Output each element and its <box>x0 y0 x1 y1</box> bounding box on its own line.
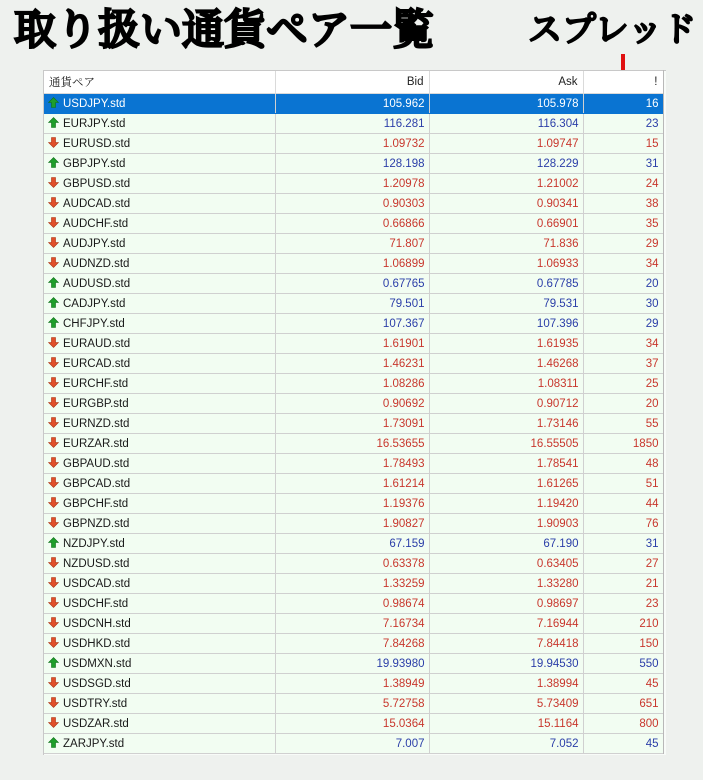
symbol-cell[interactable] <box>44 214 275 234</box>
symbol-name: NZDJPY.std <box>63 538 125 550</box>
symbol-name: EURAUD.std <box>63 338 131 350</box>
table-row[interactable] <box>44 214 663 234</box>
table-header-row <box>44 71 663 94</box>
bid-cell: 71.807 <box>275 234 429 254</box>
ask-cell: 0.90712 <box>429 394 583 414</box>
table-row[interactable] <box>44 314 663 334</box>
symbol-name: EURZAR.std <box>63 438 129 450</box>
symbol-name: EURCAD.std <box>63 358 131 370</box>
down-arrow-icon <box>48 557 59 568</box>
table-row[interactable] <box>44 394 663 414</box>
symbol-cell[interactable] <box>44 114 275 134</box>
ask-cell: 79.531 <box>429 294 583 314</box>
symbol-cell[interactable] <box>44 254 275 274</box>
spread-cell: 44 <box>583 494 663 514</box>
table-row[interactable] <box>44 434 663 454</box>
bid-cell: 1.90827 <box>275 514 429 534</box>
bid-cell: 1.06899 <box>275 254 429 274</box>
down-arrow-icon <box>48 137 59 148</box>
down-arrow-icon <box>48 637 59 648</box>
spread-cell: 27 <box>583 554 663 574</box>
down-arrow-icon <box>48 617 59 628</box>
spread-cell: 16 <box>583 94 663 114</box>
spread-cell: 55 <box>583 414 663 434</box>
down-arrow-icon <box>48 437 59 448</box>
ask-cell: 1.46268 <box>429 354 583 374</box>
bid-cell: 105.962 <box>275 94 429 114</box>
down-arrow-icon <box>48 337 59 348</box>
symbol-name: AUDJPY.std <box>63 238 126 250</box>
column-header-ask[interactable]: Ask <box>429 71 583 94</box>
bid-cell: 1.20978 <box>275 174 429 194</box>
ask-cell: 107.396 <box>429 314 583 334</box>
ask-cell: 67.190 <box>429 534 583 554</box>
symbol-cell[interactable] <box>44 314 275 334</box>
bid-cell: 1.38949 <box>275 674 429 694</box>
up-arrow-icon <box>48 297 59 308</box>
spread-cell: 210 <box>583 614 663 634</box>
spread-cell: 20 <box>583 274 663 294</box>
bid-cell: 1.19376 <box>275 494 429 514</box>
bid-cell: 1.46231 <box>275 354 429 374</box>
symbol-name: AUDNZD.std <box>63 258 130 270</box>
table-row[interactable] <box>44 354 663 374</box>
symbol-name: EURCHF.std <box>63 378 129 390</box>
spread-cell: 48 <box>583 454 663 474</box>
ask-cell: 1.61935 <box>429 334 583 354</box>
down-arrow-icon <box>48 517 59 528</box>
spread-cell: 45 <box>583 734 663 754</box>
down-arrow-icon <box>48 257 59 268</box>
symbol-name: EURJPY.std <box>63 118 126 130</box>
symbol-name: USDCNH.std <box>63 618 131 630</box>
symbol-cell[interactable] <box>44 334 275 354</box>
up-arrow-icon <box>48 117 59 128</box>
symbol-cell[interactable] <box>44 134 275 154</box>
spread-cell: 24 <box>583 174 663 194</box>
table-row[interactable] <box>44 534 663 554</box>
symbol-cell[interactable] <box>44 554 275 574</box>
ask-cell: 1.09747 <box>429 134 583 154</box>
bid-cell: 1.78493 <box>275 454 429 474</box>
spread-annotation-label: スプレッド <box>528 10 697 50</box>
spread-cell: 35 <box>583 214 663 234</box>
spread-cell: 31 <box>583 154 663 174</box>
table-row[interactable] <box>44 554 663 574</box>
ask-cell: 1.90903 <box>429 514 583 534</box>
spread-cell: 34 <box>583 254 663 274</box>
symbol-cell[interactable] <box>44 94 275 114</box>
table-row[interactable] <box>44 94 663 114</box>
ask-cell: 0.90341 <box>429 194 583 214</box>
spread-cell: 29 <box>583 314 663 334</box>
bid-cell: 1.73091 <box>275 414 429 434</box>
down-arrow-icon <box>48 497 59 508</box>
symbol-name: USDHKD.std <box>63 638 131 650</box>
ask-cell: 15.1164 <box>429 714 583 734</box>
symbol-name: AUDCAD.std <box>63 198 131 210</box>
ask-cell: 71.836 <box>429 234 583 254</box>
table-row[interactable] <box>44 494 663 514</box>
spread-cell: 37 <box>583 354 663 374</box>
symbol-name: USDSGD.std <box>63 678 131 690</box>
table-row[interactable] <box>44 634 663 654</box>
page-title: 取り扱い通貨ペア一覧 <box>14 5 435 54</box>
symbol-cell[interactable] <box>44 674 275 694</box>
symbol-name: CADJPY.std <box>63 298 126 310</box>
table-row[interactable] <box>44 114 663 134</box>
bid-cell: 107.367 <box>275 314 429 334</box>
bid-cell: 79.501 <box>275 294 429 314</box>
symbol-cell[interactable] <box>44 354 275 374</box>
ask-cell: 1.73146 <box>429 414 583 434</box>
symbol-cell[interactable] <box>44 374 275 394</box>
spread-cell: 45 <box>583 674 663 694</box>
spread-cell: 15 <box>583 134 663 154</box>
bid-cell: 0.90692 <box>275 394 429 414</box>
ask-cell: 116.304 <box>429 114 583 134</box>
symbol-cell[interactable] <box>44 694 275 714</box>
symbol-cell[interactable] <box>44 574 275 594</box>
table-row[interactable] <box>44 194 663 214</box>
down-arrow-icon <box>48 377 59 388</box>
symbol-cell[interactable] <box>44 714 275 734</box>
down-arrow-icon <box>48 217 59 228</box>
table-row[interactable] <box>44 594 663 614</box>
bid-cell: 7.16734 <box>275 614 429 634</box>
symbol-cell[interactable] <box>44 154 275 174</box>
table-row[interactable] <box>44 174 663 194</box>
symbol-name: ZARJPY.std <box>63 738 125 750</box>
spread-cell: 23 <box>583 594 663 614</box>
symbol-cell[interactable] <box>44 454 275 474</box>
symbol-name: AUDUSD.std <box>63 278 131 290</box>
bid-cell: 67.159 <box>275 534 429 554</box>
symbol-name: GBPJPY.std <box>63 158 126 170</box>
table-right-border <box>663 70 664 754</box>
bid-cell: 15.0364 <box>275 714 429 734</box>
column-header-spread[interactable]: ! <box>583 71 663 94</box>
ask-cell: 0.67785 <box>429 274 583 294</box>
spread-cell: 21 <box>583 574 663 594</box>
ask-cell: 5.73409 <box>429 694 583 714</box>
symbol-name: EURUSD.std <box>63 138 131 150</box>
down-arrow-icon <box>48 237 59 248</box>
symbol-cell[interactable] <box>44 634 275 654</box>
symbol-name: GBPUSD.std <box>63 178 131 190</box>
spread-cell: 1850 <box>583 434 663 454</box>
table-row[interactable] <box>44 654 663 674</box>
symbol-cell[interactable] <box>44 394 275 414</box>
table-row[interactable] <box>44 234 663 254</box>
down-arrow-icon <box>48 577 59 588</box>
down-arrow-icon <box>48 677 59 688</box>
up-arrow-icon <box>48 97 59 108</box>
up-arrow-icon <box>48 657 59 668</box>
symbol-name: NZDUSD.std <box>63 558 130 570</box>
table-row[interactable] <box>44 694 663 714</box>
ask-cell: 105.978 <box>429 94 583 114</box>
down-arrow-icon <box>48 197 59 208</box>
symbol-cell[interactable] <box>44 654 275 674</box>
table-row[interactable] <box>44 614 663 634</box>
spread-cell: 29 <box>583 234 663 254</box>
symbol-name: GBPNZD.std <box>63 518 130 530</box>
bid-cell: 0.98674 <box>275 594 429 614</box>
spread-cell: 800 <box>583 714 663 734</box>
ask-cell: 0.66901 <box>429 214 583 234</box>
ask-cell: 7.84418 <box>429 634 583 654</box>
bid-cell: 1.61901 <box>275 334 429 354</box>
table-row[interactable] <box>44 334 663 354</box>
ask-cell: 16.55505 <box>429 434 583 454</box>
down-arrow-icon <box>48 417 59 428</box>
symbol-name: USDCHF.std <box>63 598 129 610</box>
bid-cell: 1.61214 <box>275 474 429 494</box>
ask-cell: 1.08311 <box>429 374 583 394</box>
ask-cell: 1.19420 <box>429 494 583 514</box>
symbol-cell[interactable] <box>44 434 275 454</box>
spread-cell: 651 <box>583 694 663 714</box>
table-row[interactable] <box>44 454 663 474</box>
table-row[interactable] <box>44 274 663 294</box>
down-arrow-icon <box>48 357 59 368</box>
down-arrow-icon <box>48 177 59 188</box>
ask-cell: 128.229 <box>429 154 583 174</box>
spread-cell: 51 <box>583 474 663 494</box>
market-watch-table <box>43 70 666 755</box>
symbol-cell[interactable] <box>44 494 275 514</box>
spread-cell: 25 <box>583 374 663 394</box>
spread-cell: 150 <box>583 634 663 654</box>
ask-cell: 1.33280 <box>429 574 583 594</box>
down-arrow-icon <box>48 477 59 488</box>
symbol-name: USDZAR.std <box>63 718 129 730</box>
ask-cell: 1.61265 <box>429 474 583 494</box>
ask-cell: 1.78541 <box>429 454 583 474</box>
spread-cell: 30 <box>583 294 663 314</box>
spread-cell: 31 <box>583 534 663 554</box>
symbol-name: AUDCHF.std <box>63 218 129 230</box>
spread-cell: 20 <box>583 394 663 414</box>
symbol-name: USDMXN.std <box>63 658 132 670</box>
column-header-symbol[interactable]: 通貨ペア <box>44 71 275 94</box>
symbol-name: USDJPY.std <box>63 98 126 110</box>
table-row[interactable] <box>44 414 663 434</box>
table-row[interactable] <box>44 134 663 154</box>
table-row[interactable] <box>44 254 663 274</box>
ask-cell: 1.21002 <box>429 174 583 194</box>
symbol-cell[interactable] <box>44 194 275 214</box>
spread-cell: 23 <box>583 114 663 134</box>
symbol-cell[interactable] <box>44 174 275 194</box>
table-row[interactable] <box>44 574 663 594</box>
symbol-name: GBPAUD.std <box>63 458 130 470</box>
ask-cell: 7.16944 <box>429 614 583 634</box>
bid-cell: 116.281 <box>275 114 429 134</box>
down-arrow-icon <box>48 597 59 608</box>
symbol-name: EURGBP.std <box>63 398 129 410</box>
ask-cell: 0.63405 <box>429 554 583 574</box>
ask-cell: 0.98697 <box>429 594 583 614</box>
up-arrow-icon <box>48 537 59 548</box>
bid-cell: 1.08286 <box>275 374 429 394</box>
bid-cell: 0.63378 <box>275 554 429 574</box>
spread-cell: 34 <box>583 334 663 354</box>
bid-cell: 19.93980 <box>275 654 429 674</box>
bid-cell: 5.72758 <box>275 694 429 714</box>
table-row[interactable] <box>44 374 663 394</box>
bid-cell: 0.66866 <box>275 214 429 234</box>
table-row[interactable] <box>44 474 663 494</box>
ask-cell: 7.052 <box>429 734 583 754</box>
down-arrow-icon <box>48 697 59 708</box>
column-header-bid[interactable]: Bid <box>275 71 429 94</box>
spread-cell: 38 <box>583 194 663 214</box>
table-row[interactable] <box>44 714 663 734</box>
table-row[interactable] <box>44 154 663 174</box>
symbol-cell[interactable] <box>44 614 275 634</box>
spread-cell: 550 <box>583 654 663 674</box>
ask-cell: 1.06933 <box>429 254 583 274</box>
table-row[interactable] <box>44 674 663 694</box>
ask-cell: 1.38994 <box>429 674 583 694</box>
down-arrow-icon <box>48 717 59 728</box>
bid-cell: 7.007 <box>275 734 429 754</box>
bid-cell: 7.84268 <box>275 634 429 654</box>
symbol-name: USDCAD.std <box>63 578 131 590</box>
bid-cell: 1.33259 <box>275 574 429 594</box>
symbol-name: GBPCAD.std <box>63 478 131 490</box>
bid-cell: 0.67765 <box>275 274 429 294</box>
table-row[interactable] <box>44 734 663 754</box>
bid-cell: 16.53655 <box>275 434 429 454</box>
symbol-cell[interactable] <box>44 414 275 434</box>
table-row[interactable] <box>44 514 663 534</box>
down-arrow-icon <box>48 397 59 408</box>
up-arrow-icon <box>48 737 59 748</box>
symbol-name: GBPCHF.std <box>63 498 129 510</box>
up-arrow-icon <box>48 277 59 288</box>
ask-cell: 19.94530 <box>429 654 583 674</box>
spread-cell: 76 <box>583 514 663 534</box>
down-arrow-icon <box>48 457 59 468</box>
table-row[interactable] <box>44 294 663 314</box>
symbol-name: EURNZD.std <box>63 418 130 430</box>
up-arrow-icon <box>48 317 59 328</box>
symbol-cell[interactable] <box>44 234 275 254</box>
symbols-table <box>44 71 664 754</box>
bid-cell: 1.09732 <box>275 134 429 154</box>
symbol-cell[interactable] <box>44 534 275 554</box>
up-arrow-icon <box>48 157 59 168</box>
symbol-name: CHFJPY.std <box>63 318 125 330</box>
symbol-cell[interactable] <box>44 294 275 314</box>
symbol-cell[interactable] <box>44 514 275 534</box>
symbol-cell[interactable] <box>44 594 275 614</box>
symbol-cell[interactable] <box>44 274 275 294</box>
bid-cell: 128.198 <box>275 154 429 174</box>
symbol-cell[interactable] <box>44 474 275 494</box>
symbol-cell[interactable] <box>44 734 275 754</box>
bid-cell: 0.90303 <box>275 194 429 214</box>
symbol-name: USDTRY.std <box>63 698 128 710</box>
